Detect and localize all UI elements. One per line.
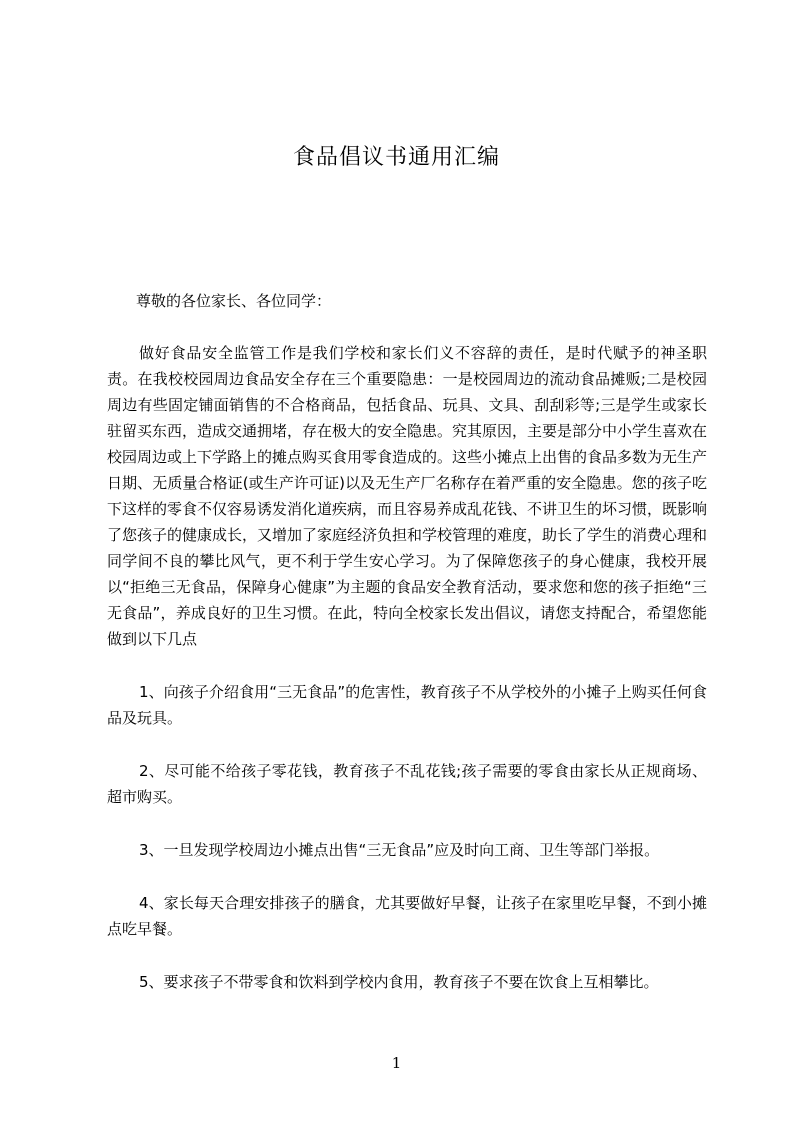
list-item: 5、要求孩子不带零食和饮料到学校内食用，教育孩子不要在饮食上互相攀比。 — [139, 973, 659, 991]
list-item: 1、向孩子介绍食用“三无食品”的危害性，教育孩子不从学校外的小摊子上购买任何食品及玩具。 — [107, 683, 707, 727]
greeting: 尊敬的各位家长、各位同学： — [136, 292, 332, 310]
list-item: 3、一旦发现学校周边小摊点出售“三无食品”应及时向工商、卫生等部门举报。 — [139, 841, 660, 859]
document-title: 食品倡议书通用汇编 — [292, 145, 500, 170]
list-item: 2、尽可能不给孩子零花钱，教育孩子不乱花钱;孩子需要的零食由家长从正规商场、超市购买。 — [107, 762, 707, 806]
page-number: 1 — [391, 1054, 402, 1072]
document-body — [107, 340, 707, 995]
main-paragraph: 做好食品安全监管工作是我们学校和家长们义不容辞的责任，是时代赋予的神圣职责。在我校校园周边食品安全存在三个重要隐患：一是校园周边的流动食品摊贩;二是校园周边有些固定铺面销售的不合格商品，包括食品、玩具、文具、刮刮彩等;三是学生或家长驻留买东西，造成交通拥堵，存在极大的安全隐患。究其原因，主要是部分中小学生喜欢在校园周边或上下学路上的摊点购买食用零食造成的。这些小摊点上出售的食品多数为无生产日期、无质量合格证(或生产许可证)以及无生产厂名称存在着严重的安全隐患。您的孩子吃下这样的零食不仅容易诱发消化道疾病，而且容易养成乱花钱、不讲卫生的坏习惯，既影响了您孩子的健康成长，又增加了家庭经济负担和学校管理的难度，助长了学生的消费心理和同学间不良的攀比风气，更不利于学生安心学习。为了保障您孩子的身心健康，我校开展以“拒绝三无食品，保障身心健康”为主题的食品安全教育活动，要求您和您的孩子拒绝“三无食品”，养成良好的卫生习惯。在此，特向全校家长发出倡议，请您支持配合，希望您能做到以下几点 — [107, 344, 708, 648]
list-item: 4、家长每天合理安排孩子的膳食，尤其要做好早餐，让孩子在家里吃早餐，不到小摊点吃早餐。 — [107, 894, 707, 938]
